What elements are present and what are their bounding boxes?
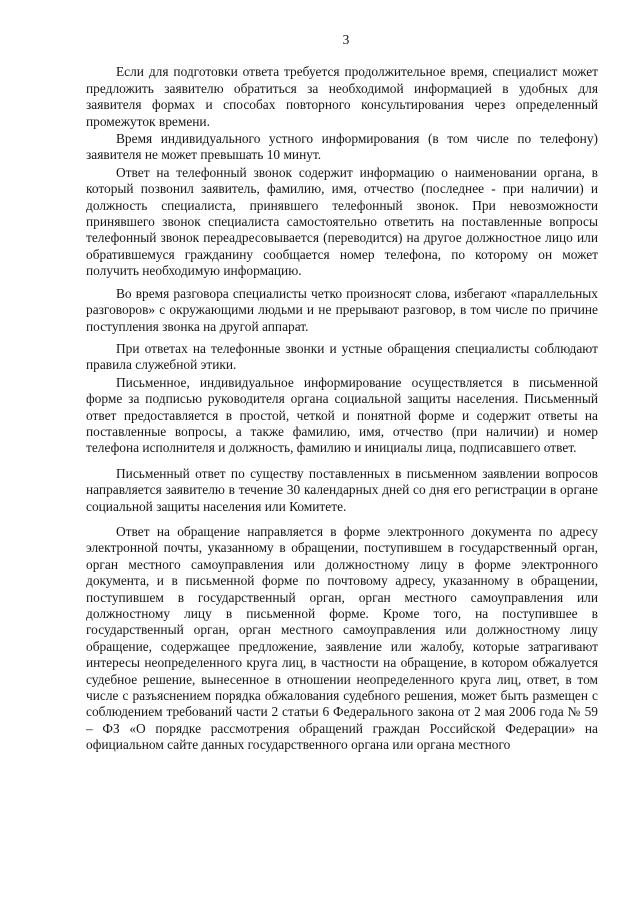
paragraph-conversation-rules: Во время разговора специалисты четко произносят слова, избегают «параллельных разговоров» с окружающими людьми и не прерывают разговор, в том числе по причине поступления звонка на другой аппарат. [86, 285, 598, 334]
paragraph-service-ethics: При ответах на телефонные звонки и устные обращения специалисты соблюдают правила служебной этики. [86, 340, 598, 373]
paragraph-extended-response-time: Если для подготовки ответа требуется продолжительное время, специалист может предложить заявителю обратиться за необходимой информацией в удобных для заявителя формах и способах повторного консультирования через определенный промежуток времени. [86, 64, 598, 129]
paragraph-phone-call-answer: Ответ на телефонный звонок содержит информацию о наименовании органа, в который позвонил заявитель, фамилию, имя, отчество (последнее - при наличии) и должность специалиста, принявшего телефонный звонок. При невозможности принявшего звонок специалиста самостоятельно ответить на поставленные вопросы телефонный звонок переадресовывается (переводится) на другое должностное лицо или обратившемуся гражданину сообщается номер телефона, по которому он может получить необходимую информацию. [86, 164, 598, 279]
page-number: 3 [342, 32, 350, 47]
document-page [86, 32, 598, 754]
paragraph-electronic-response: Ответ на обращение направляется в форме электронного документа по адресу электронной почты, указанному в обращении, поступившем в государственный орган, орган местного самоуправления или должностному лицу в форме электронного документа, и в письменной форме по почтовому адресу, указанному в обращении, поступившем в государственный орган, орган местного самоуправления или должностному лицу в письменной форме. Кроме того, на поступившее в государственный орган, орган местного самоуправления или должностному лицу обращение, содержащее предложение, заявление или жалобу, которые затрагивают интересы неопределенного круга лиц, в частности на обращение, в котором обжалуется судебное решение, вынесенное в отношении неопределенного круга лиц, ответ, в том числе с разъяснением порядка обжалования судебного решения, может быть размещен с соблюдением требований части 2 статьи 6 Федерального закона от 2 мая 2006 года № 59 – ФЗ «О порядке рассмотрения обращений граждан Российской Федерации» на официальном сайте данных государственного органа или органа местного [86, 523, 598, 753]
paragraph-written-informing: Письменное, индивидуальное информирование осуществляется в письменной форме за подписью руководителя органа социальной защиты населения. Письменный ответ предоставляется в простой, четкой и понятной форме и содержит ответы на поставленные вопросы, а также фамилию, имя, отчество (при наличии) и номер телефона исполнителя и должность, фамилию и инициалы лица, подписавшего ответ. [86, 374, 598, 456]
paragraph-written-response-deadline: Письменный ответ по существу поставленных в письменном заявлении вопросов направляется заявителю в течение 30 календарных дней со дня его регистрации в органе социальной защиты населения или Комитете. [86, 465, 598, 514]
paragraph-oral-consultation-duration: Время индивидуального устного информирования (в том числе по телефону) заявителя не может превышать 10 минут. [86, 131, 598, 163]
